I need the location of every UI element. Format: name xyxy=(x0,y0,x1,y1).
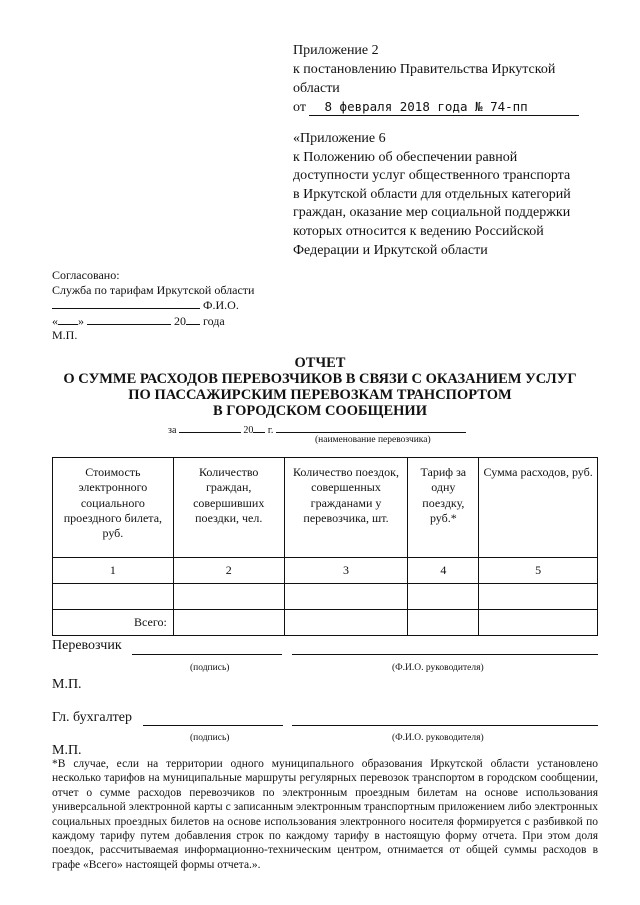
period-year-suffix: г. xyxy=(267,425,274,436)
period-year: 20 xyxy=(243,425,254,436)
agreed-org: Служба по тарифам Иркутской области xyxy=(52,282,255,297)
report-table xyxy=(52,457,598,636)
agreed-stamp: М.П. xyxy=(52,328,78,342)
carrier-signature-note: (подпись) xyxy=(190,663,230,673)
table-cell[interactable] xyxy=(284,584,408,610)
quote-close: » xyxy=(78,313,84,328)
table-cell[interactable] xyxy=(479,584,598,610)
carrier-signature-line xyxy=(132,654,282,655)
report-title: ОТЧЕТ xyxy=(294,355,346,371)
carrier-name-line xyxy=(276,423,466,433)
accountant-signature-line xyxy=(143,725,283,726)
carrier-stamp: М.П. xyxy=(52,677,82,692)
carrier-fio-line xyxy=(292,654,598,655)
day-blank xyxy=(58,313,78,325)
footnote: *В случае, если на территории одного муниципального образования Иркутской области установлено несколько тарифов на муниципальные маршруты регулярных перевозок транспортом в городском сообщении, отчет о сумме расходов перевозчиков по электронным проездным билетам на основе использования универсальной электронной карты с записанным электронным транспортным приложением либо электронных социальных проездных билетов на основе использования электронного носителя формируется с разбивкой по каждому тарифу путем добавления строк по каждому тарифу в настоящую форму отчета. При этом доля поездок, рассчитываемая информационно-техническим центром, отнимается от общей суммы расходов в графе «Всего» настоящей формы отчета.». xyxy=(52,758,598,871)
column-number: 3 xyxy=(284,558,408,584)
table-number-row xyxy=(53,558,598,584)
appendix-6-line: к Положению об обеспечении равной xyxy=(293,149,518,165)
month-blank xyxy=(87,313,171,325)
date-prefix: от xyxy=(293,100,306,115)
carrier-name-note: (наименование перевозчика) xyxy=(315,435,431,445)
resolution-date-value: 8 февраля 2018 года № 74-пп xyxy=(324,99,528,114)
column-number: 2 xyxy=(173,558,284,584)
appendix-6-line: «Приложение 6 xyxy=(293,131,386,146)
appendix-6-line: которых относится к ведению Российской xyxy=(293,223,544,239)
agreed-date-row xyxy=(52,313,254,329)
header-citizens-count: Количество граждан, совершивших поездки, чел. xyxy=(173,458,284,558)
accountant-label: Гл. бухгалтер xyxy=(52,710,133,725)
accountant-fio-line xyxy=(292,725,598,726)
total-label: Всего: xyxy=(53,610,174,636)
agreed-fio-row xyxy=(52,297,254,313)
appendix-2-date-row xyxy=(293,98,593,117)
period-year-blank xyxy=(253,423,265,433)
agreed-fio: Ф.И.О. xyxy=(203,298,239,312)
agreed-label: Согласовано: xyxy=(52,268,120,282)
column-number: 4 xyxy=(408,558,479,584)
year-prefix: 20 xyxy=(174,313,186,328)
appendix-6-line: в Иркутской области для отдельных категорий xyxy=(293,186,571,202)
appendix-2-resolution: к постановлению Правительства Иркутской xyxy=(293,62,556,77)
carrier-fio-note: (Ф.И.О. руководителя) xyxy=(392,663,484,673)
table-cell[interactable] xyxy=(408,610,479,636)
appendix-2-block xyxy=(293,41,593,117)
table-row xyxy=(53,584,598,610)
appendix-6-block xyxy=(293,130,623,260)
carrier-label: Перевозчик xyxy=(52,638,122,653)
appendix-6-line: доступности услуг общественного транспорта xyxy=(293,168,571,184)
year-suffix: года xyxy=(203,313,225,328)
accountant-fio-note: (Ф.И.О. руководителя) xyxy=(392,733,484,743)
table-cell[interactable] xyxy=(173,610,284,636)
header-expenses: Сумма расходов, руб. xyxy=(479,458,598,558)
quote-open: « xyxy=(52,313,58,328)
agreed-signature-line xyxy=(52,297,200,309)
report-subtitle-1: О СУММЕ РАСХОДОВ ПЕРЕВОЗЧИКОВ В СВЯЗИ С ОКАЗАНИЕМ УСЛУГ xyxy=(63,371,577,387)
resolution-date xyxy=(309,98,579,116)
table-total-row xyxy=(53,610,598,636)
accountant-stamp: М.П. xyxy=(52,743,82,758)
year-blank xyxy=(186,313,200,325)
report-subtitle-3: В ГОРОДСКОМ СООБЩЕНИИ xyxy=(212,403,427,419)
column-number: 5 xyxy=(479,558,598,584)
period-prefix: за xyxy=(168,425,177,436)
table-header-row xyxy=(53,458,598,558)
table-cell[interactable] xyxy=(408,584,479,610)
appendix-2-title: Приложение 2 xyxy=(293,43,379,58)
column-number: 1 xyxy=(53,558,174,584)
table-cell[interactable] xyxy=(173,584,284,610)
table-cell[interactable] xyxy=(284,610,408,636)
appendix-6-line: граждан, оказание мер социальной поддержки xyxy=(293,205,571,221)
period-blank xyxy=(179,423,241,433)
accountant-signature-note: (подпись) xyxy=(190,733,230,743)
table-cell[interactable] xyxy=(479,610,598,636)
report-subtitle-2: ПО ПАССАЖИРСКИМ ПЕРЕВОЗКАМ ТРАНСПОРТОМ xyxy=(128,387,512,403)
table-cell[interactable] xyxy=(53,584,174,610)
header-ticket-cost: Стоимость электронного социального проездного билета, руб. xyxy=(53,458,174,558)
agreed-block xyxy=(52,268,254,343)
appendix-2-region: области xyxy=(293,81,340,96)
header-trips-count: Количество поездок, совершенных гражданами у перевозчика, шт. xyxy=(284,458,408,558)
appendix-6-line: Федерации и Иркутской области xyxy=(293,242,488,258)
header-tariff: Тариф за одну поездку, руб.* xyxy=(408,458,479,558)
